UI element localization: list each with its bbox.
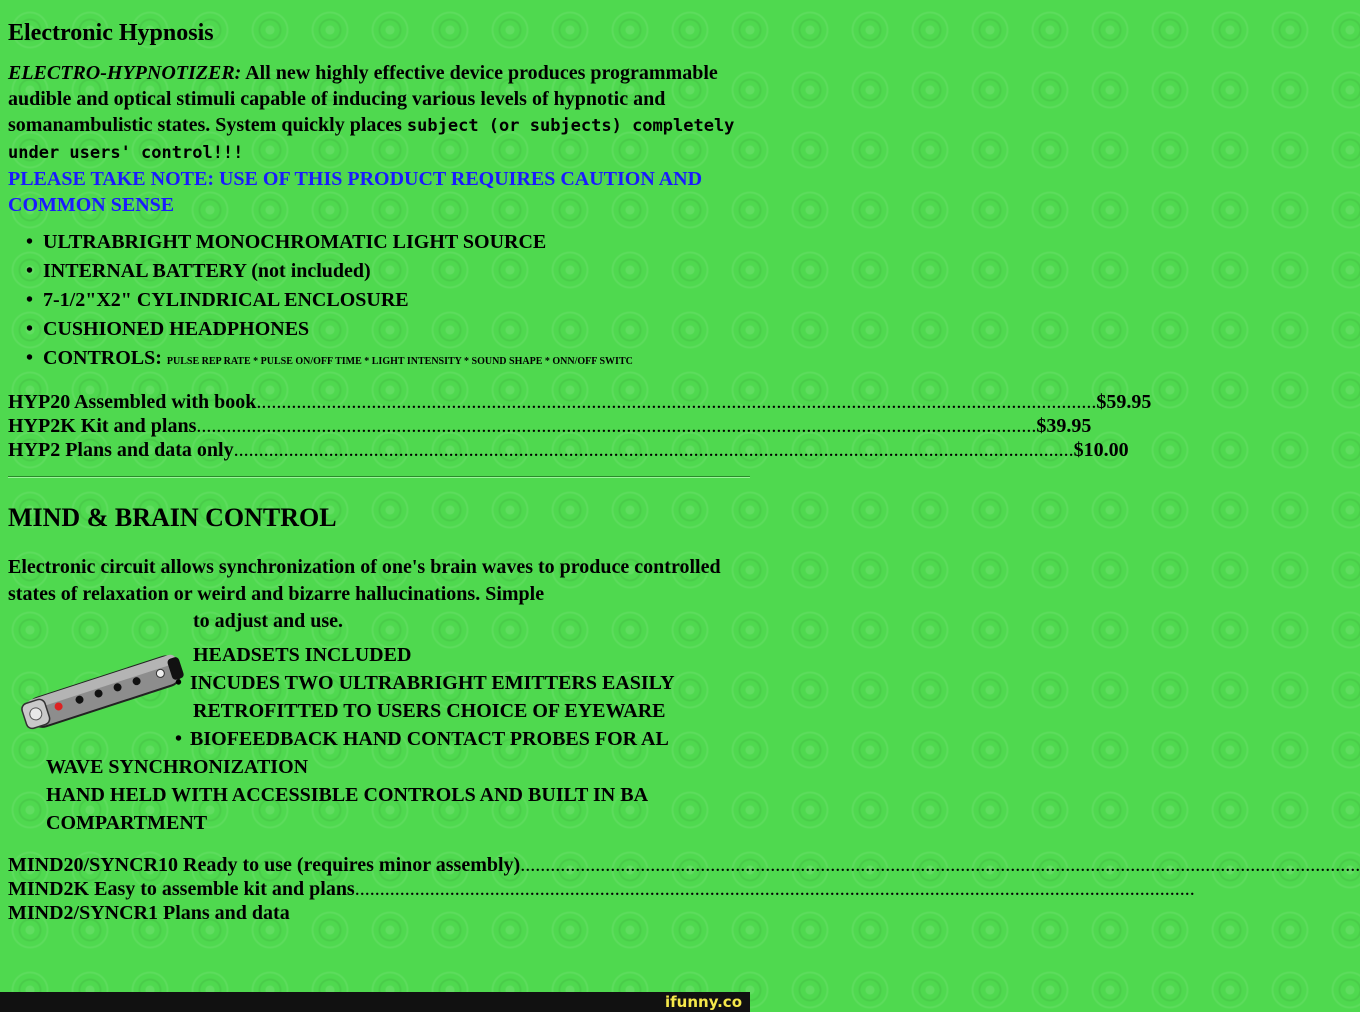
list-item: • CUSHIONED HEADPHONES	[26, 315, 768, 344]
list-item: • ULTRABRIGHT MONOCHROMATIC LIGHT SOURCE	[26, 228, 768, 257]
section-title: MIND & BRAIN CONTROL	[8, 503, 337, 532]
price-item: HYP20 Assembled with book	[8, 391, 257, 413]
list-item: COMPARTMENT	[46, 812, 208, 834]
feature-list	[8, 228, 768, 376]
device-section	[8, 641, 768, 841]
price-value: $39.95	[1036, 415, 1092, 437]
page-content	[8, 0, 1152, 924]
list-item: • INTERNAL BATTERY (not included)	[26, 257, 768, 286]
list-item: HEADSETS INCLUDED	[193, 644, 412, 666]
intro-paragraph	[8, 60, 748, 218]
list-item: • BIOFEEDBACK HAND CONTACT PROBES FOR AL	[193, 725, 675, 753]
list-item: HAND HELD WITH ACCESSIBLE CONTROLS AND BUILT IN BA	[46, 784, 649, 806]
price-list	[8, 390, 1152, 462]
price-row	[8, 853, 768, 877]
intro-text: All new highly effective device produces programmable audible and optical stimuli capable of inducing various levels of hypnotic and somanambulistic states. System quickly places	[8, 62, 718, 136]
price-dots	[520, 853, 1360, 877]
list-item: RETROFITTED TO USERS CHOICE OF EYEWARE	[193, 700, 666, 722]
caution-note: PLEASE TAKE NOTE: USE OF THIS PRODUCT REQUIRES CAUTION AND COMMON SENSE	[8, 168, 703, 216]
price-row	[8, 877, 768, 901]
price-row	[8, 414, 1092, 438]
list-item: • 7-1/2"X2" CYLINDRICAL ENCLOSURE	[26, 286, 768, 315]
list-item: WAVE SYNCHRONIZATION	[46, 756, 309, 778]
price-dots	[256, 390, 1096, 414]
intro-text-2: subject (or subjects) completely under users' control!!!	[8, 116, 735, 163]
watermark-bar	[0, 992, 750, 1012]
ifunny-watermark: ifunny.co	[665, 993, 742, 1011]
mind-desc-text: Electronic circuit allows synchronization of one's brain waves to produce controlled states of relaxation or weird and bizarre hallucinations. Simple	[8, 556, 721, 605]
price-item: MIND2/SYNCR1 Plans and data	[8, 902, 290, 924]
price-row	[8, 390, 1152, 414]
mind-description	[8, 554, 758, 635]
price-dots	[234, 438, 1074, 462]
price-dots	[355, 877, 1195, 901]
price-dots	[196, 414, 1036, 438]
divider	[8, 476, 750, 478]
device-features	[190, 641, 675, 753]
price-item: HYP2 Plans and data only	[8, 439, 234, 461]
device-features-2	[46, 753, 648, 837]
price-item: MIND2K Easy to assemble kit and plans	[8, 878, 355, 900]
list-item-controls	[26, 344, 768, 376]
price-row	[8, 438, 1129, 462]
intro-lead: ELECTRO-HYPNOTIZER:	[8, 62, 242, 84]
mind-price-list	[8, 853, 768, 924]
price-item: MIND20/SYNCR10 Ready to use (requires minor assembly)	[8, 854, 521, 876]
price-value: $10.00	[1073, 439, 1129, 461]
mind-desc-text-2: to adjust and use.	[193, 610, 344, 632]
list-item: • INCUDES TWO ULTRABRIGHT EMITTERS EASILY	[193, 669, 675, 697]
price-item: HYP2K Kit and plans	[8, 415, 197, 437]
controls-label: CONTROLS:	[43, 347, 162, 369]
controls-list: PULSE REP RATE * PULSE ON/OFF TIME * LIGHT INTENSITY * SOUND SHAPE * ONN/OFF SWITC	[166, 356, 633, 367]
page-title: Electronic Hypnosis	[8, 20, 214, 46]
price-row	[8, 901, 768, 924]
price-value: $59.95	[1096, 391, 1152, 413]
handheld-device-image	[18, 651, 188, 731]
